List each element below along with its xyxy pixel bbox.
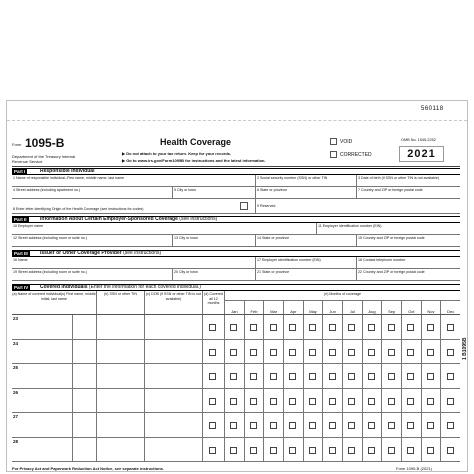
all-12-months-checkbox[interactable] <box>209 447 216 454</box>
month-checkbox-nov[interactable] <box>427 324 434 331</box>
column-divider <box>144 389 145 413</box>
month-checkbox-jul[interactable] <box>348 373 355 380</box>
month-checkbox-sep[interactable] <box>388 398 395 405</box>
column-divider <box>72 364 73 388</box>
part-1-title: Responsible Individual <box>40 168 95 174</box>
col-a-header: (a) Name of covered individual(s) First name, middle initial, last name <box>12 292 96 301</box>
column-divider <box>244 413 245 437</box>
column-divider <box>303 438 304 462</box>
form-word: Form <box>12 142 22 147</box>
month-checkbox-jan[interactable] <box>230 349 237 356</box>
month-checkbox-jun[interactable] <box>329 324 336 331</box>
side-form-code: 1 B1095B <box>462 337 468 360</box>
column-divider <box>381 315 382 339</box>
line-8-label: 8 Enter letter identifying Origin of the Health Coverage (see instructions for codes) <box>13 207 144 211</box>
corrected-label: CORRECTED <box>340 152 372 158</box>
column-divider <box>263 364 264 388</box>
column-divider <box>96 389 97 413</box>
month-checkbox-oct[interactable] <box>407 398 414 405</box>
month-header-nov: Nov <box>421 301 441 314</box>
month-checkbox-apr[interactable] <box>289 324 296 331</box>
month-checkbox-oct[interactable] <box>407 447 414 454</box>
month-checkbox-nov[interactable] <box>427 398 434 405</box>
month-checkbox-mar[interactable] <box>270 398 277 405</box>
column-divider <box>362 413 363 437</box>
column-divider <box>283 340 284 364</box>
month-checkbox-jun[interactable] <box>329 373 336 380</box>
column-divider <box>401 413 402 437</box>
month-checkbox-jun[interactable] <box>329 349 336 356</box>
column-divider <box>342 438 343 462</box>
month-checkbox-aug[interactable] <box>368 373 375 380</box>
month-checkbox-dec[interactable] <box>447 324 454 331</box>
field-15-country-zip[interactable]: 15 Country and ZIP or foreign postal code <box>356 235 460 246</box>
column-divider <box>96 315 97 339</box>
month-header-sep: Sep <box>381 301 401 314</box>
column-divider <box>72 340 73 364</box>
field-5-city[interactable]: 5 City or town <box>172 187 255 198</box>
column-divider <box>401 389 402 413</box>
month-checkbox-dec[interactable] <box>447 398 454 405</box>
line-8 <box>12 199 255 213</box>
month-checkbox-mar[interactable] <box>270 324 277 331</box>
field-17-ein[interactable]: 17 Employer identification number (EIN) <box>255 257 356 268</box>
col-e-header: (e) Months of coverage <box>224 291 460 301</box>
column-divider <box>224 364 225 388</box>
column-divider <box>283 389 284 413</box>
void-label: VOID <box>340 139 353 145</box>
part-1-row-3 <box>12 199 460 214</box>
month-header-dec: Dec <box>440 301 460 314</box>
column-divider <box>342 413 343 437</box>
column-divider <box>322 315 323 339</box>
column-divider <box>244 389 245 413</box>
column-divider <box>303 364 304 388</box>
form-number: 1095-B <box>25 136 65 150</box>
privacy-notice: For Privacy Act and Paperwork Reduction Act Notice, see separate instructions. <box>12 466 164 471</box>
column-divider <box>72 315 73 339</box>
instruction-note-2: ▶ Go to www.irs.gov/Form1095B for instructions and the latest information. <box>122 158 266 163</box>
row-number: 27 <box>13 414 19 419</box>
column-divider <box>283 438 284 462</box>
covered-individual-row <box>12 364 460 389</box>
column-divider <box>263 413 264 437</box>
all-12-months-checkbox[interactable] <box>209 373 216 380</box>
column-divider <box>303 315 304 339</box>
column-divider <box>202 413 203 437</box>
month-header-oct: Oct <box>401 301 421 314</box>
column-divider <box>72 389 73 413</box>
column-divider <box>263 315 264 339</box>
corrected-checkbox[interactable] <box>330 151 337 158</box>
column-divider <box>224 413 225 437</box>
month-checkbox-jul[interactable] <box>348 422 355 429</box>
column-divider <box>342 340 343 364</box>
column-divider <box>263 389 264 413</box>
month-checkbox-oct[interactable] <box>407 349 414 356</box>
month-checkbox-mar[interactable] <box>270 422 277 429</box>
month-checkbox-sep[interactable] <box>388 324 395 331</box>
row-number: 26 <box>13 389 19 395</box>
origin-code-box[interactable] <box>240 202 248 210</box>
header-divider <box>12 166 460 167</box>
month-checkbox-feb[interactable] <box>250 324 257 331</box>
row-number: 23 <box>13 316 19 321</box>
column-divider <box>401 315 402 339</box>
column-divider <box>322 340 323 364</box>
column-divider <box>342 315 343 339</box>
column-divider <box>322 413 323 437</box>
month-checkbox-aug[interactable] <box>368 324 375 331</box>
field-9-reserved: 9 Reserved <box>255 199 460 213</box>
field-19-street[interactable]: 19 Street address (including room or suite no.) <box>13 270 87 274</box>
month-checkbox-nov[interactable] <box>427 349 434 356</box>
month-checkbox-apr[interactable] <box>289 349 296 356</box>
month-checkbox-jan[interactable] <box>230 447 237 454</box>
month-checkbox-may[interactable] <box>309 422 316 429</box>
month-checkbox-jul[interactable] <box>348 398 355 405</box>
month-checkbox-oct[interactable] <box>407 373 414 380</box>
column-divider <box>244 315 245 339</box>
month-checkbox-jun[interactable] <box>329 447 336 454</box>
month-checkbox-feb[interactable] <box>250 398 257 405</box>
column-divider <box>401 438 402 462</box>
col-c-header: (c) DOB (if SSN or other TIN is not available) <box>144 291 202 314</box>
column-divider <box>244 438 245 462</box>
month-checkbox-may[interactable] <box>309 373 316 380</box>
part-3-title: Issuer or Other Coverage Provider (see instructions) <box>40 250 162 256</box>
field-22-country-zip[interactable]: 22 Country and ZIP or foreign postal code <box>356 269 460 280</box>
month-checkbox-sep[interactable] <box>388 373 395 380</box>
month-checkbox-dec[interactable] <box>447 447 454 454</box>
month-checkbox-nov[interactable] <box>427 447 434 454</box>
column-divider <box>144 315 145 339</box>
part-4-header <box>12 284 460 291</box>
column-divider <box>381 389 382 413</box>
month-checkbox-mar[interactable] <box>270 373 277 380</box>
column-divider <box>440 389 441 413</box>
part-3-row-2 <box>12 269 460 281</box>
covered-individual-row <box>12 389 460 414</box>
column-divider <box>72 438 73 462</box>
part-1-row-1 <box>12 175 460 187</box>
month-checkbox-jan[interactable] <box>230 422 237 429</box>
col-b-header: (b) SSN or other TIN <box>96 291 144 314</box>
column-divider <box>421 438 422 462</box>
part-1-row-2 <box>12 187 460 199</box>
row-number: 24 <box>13 340 19 346</box>
field-21-state[interactable]: 21 State or province <box>255 269 356 280</box>
field-1-name[interactable]: 1 Name of responsible individual–First name, middle name, last name <box>13 176 125 180</box>
column-divider <box>342 389 343 413</box>
field-2-ssn[interactable]: 2 Social security number (SSN) or other TIN <box>255 175 356 186</box>
column-divider <box>421 413 422 437</box>
all-12-months-checkbox[interactable] <box>209 349 216 356</box>
column-divider <box>362 438 363 462</box>
column-divider <box>283 413 284 437</box>
covered-individual-row <box>12 315 460 340</box>
month-header-apr: Apr <box>283 301 303 314</box>
month-checkbox-dec[interactable] <box>447 373 454 380</box>
month-checkbox-apr[interactable] <box>289 373 296 380</box>
form-header <box>12 136 460 170</box>
column-divider <box>144 340 145 364</box>
field-18-phone[interactable]: 18 Contact telephone number <box>356 257 460 268</box>
part-2-row-2 <box>12 235 460 247</box>
column-divider <box>202 389 203 413</box>
column-divider <box>96 413 97 437</box>
part-4-tag: Part IV <box>14 285 29 290</box>
column-divider <box>322 438 323 462</box>
month-checkbox-mar[interactable] <box>270 349 277 356</box>
field-12-street[interactable]: 12 Street address (including room or suite no.) <box>13 236 87 240</box>
column-divider <box>224 438 225 462</box>
month-checkbox-may[interactable] <box>309 447 316 454</box>
column-divider <box>202 364 203 388</box>
column-divider <box>72 413 73 437</box>
column-divider <box>96 438 97 462</box>
month-header-jul: Jul <box>342 301 362 314</box>
month-checkbox-may[interactable] <box>309 324 316 331</box>
column-divider <box>362 315 363 339</box>
column-divider <box>421 315 422 339</box>
month-checkbox-mar[interactable] <box>270 447 277 454</box>
month-checkbox-jul[interactable] <box>348 324 355 331</box>
column-divider <box>322 364 323 388</box>
row-number: 25 <box>13 365 19 370</box>
month-header-jun: Jun <box>322 301 342 314</box>
covered-individual-row <box>12 438 460 463</box>
column-divider <box>303 340 304 364</box>
column-divider <box>283 315 284 339</box>
column-divider <box>303 413 304 437</box>
field-14-state[interactable]: 14 State or province <box>255 235 356 246</box>
month-checkbox-oct[interactable] <box>407 422 414 429</box>
top-code: 560118 <box>421 106 444 112</box>
part-2-title: Information About Certain Employer-Sponsored Coverage (see instructions) <box>40 216 218 222</box>
month-checkbox-may[interactable] <box>309 398 316 405</box>
month-checkbox-apr[interactable] <box>289 447 296 454</box>
month-checkbox-aug[interactable] <box>368 398 375 405</box>
column-divider <box>144 413 145 437</box>
month-header-may: May <box>303 301 323 314</box>
month-checkbox-nov[interactable] <box>427 373 434 380</box>
column-divider <box>283 364 284 388</box>
field-4-street[interactable]: 4 Street address (including apartment no.) <box>13 188 81 192</box>
column-divider <box>96 364 97 388</box>
month-checkbox-jan[interactable] <box>230 324 237 331</box>
month-header-jan: Jan <box>224 301 244 314</box>
column-divider <box>224 340 225 364</box>
column-divider <box>421 340 422 364</box>
column-divider <box>440 438 441 462</box>
column-divider <box>381 438 382 462</box>
form-footer-id: Form 1095-B (2021) <box>396 466 433 471</box>
part-2-header <box>12 216 460 223</box>
month-checkbox-jun[interactable] <box>329 422 336 429</box>
column-divider <box>362 389 363 413</box>
month-header-aug: Aug <box>362 301 382 314</box>
column-divider <box>224 315 225 339</box>
column-divider <box>144 438 145 462</box>
field-11-employer-ein[interactable]: 11 Employer identification number (EIN) <box>316 223 460 234</box>
field-16-name[interactable]: 16 Name <box>13 258 28 262</box>
column-divider <box>303 389 304 413</box>
field-10-employer-name[interactable]: 10 Employer name <box>13 224 44 228</box>
month-checkbox-aug[interactable] <box>368 349 375 356</box>
column-divider <box>421 389 422 413</box>
column-divider <box>322 389 323 413</box>
month-checkbox-jan[interactable] <box>230 398 237 405</box>
column-divider <box>362 340 363 364</box>
column-divider <box>362 364 363 388</box>
field-13-city[interactable]: 13 City or town <box>172 235 255 246</box>
field-6-state[interactable]: 6 State or province <box>255 187 356 198</box>
part-3-row-1 <box>12 257 460 269</box>
tax-year: 2021 <box>399 146 444 162</box>
column-divider <box>440 413 441 437</box>
month-checkbox-dec[interactable] <box>447 349 454 356</box>
field-20-city[interactable]: 20 City or town <box>172 269 255 280</box>
column-divider <box>202 438 203 462</box>
month-checkbox-jul[interactable] <box>348 447 355 454</box>
column-divider <box>224 389 225 413</box>
part-4-title: Covered Individuals (Enter the information for each covered individual.) <box>40 284 201 290</box>
column-divider <box>401 364 402 388</box>
month-checkbox-jun[interactable] <box>329 398 336 405</box>
month-checkbox-nov[interactable] <box>427 422 434 429</box>
all-12-months-checkbox[interactable] <box>209 324 216 331</box>
column-divider <box>381 413 382 437</box>
column-divider <box>381 364 382 388</box>
month-checkbox-feb[interactable] <box>250 373 257 380</box>
omb-number: OMB No. 1545-2252 <box>401 138 436 142</box>
part-2-tag: Part II <box>14 217 27 222</box>
month-checkbox-apr[interactable] <box>289 422 296 429</box>
all-12-months-checkbox[interactable] <box>209 422 216 429</box>
perforation-line <box>7 120 467 121</box>
column-divider <box>421 364 422 388</box>
column-divider <box>401 340 402 364</box>
month-checkbox-sep[interactable] <box>388 447 395 454</box>
field-3-dob[interactable]: 3 Date of birth (if SSN or other TIN is not available) <box>356 175 460 186</box>
column-divider <box>440 340 441 364</box>
part-3-header <box>12 250 460 257</box>
part-1-header <box>12 168 460 175</box>
month-checkbox-oct[interactable] <box>407 324 414 331</box>
instruction-note-1: ▶ Do not attach to your tax return. Keep for your records. <box>122 151 232 156</box>
month-header-mar: Mar <box>263 301 283 314</box>
month-checkbox-feb[interactable] <box>250 349 257 356</box>
month-checkbox-jul[interactable] <box>348 349 355 356</box>
column-divider <box>263 438 264 462</box>
month-checkbox-feb[interactable] <box>250 422 257 429</box>
row-number: 28 <box>13 438 19 444</box>
void-checkbox[interactable] <box>330 138 337 145</box>
column-divider <box>96 340 97 364</box>
all-12-months-checkbox[interactable] <box>209 398 216 405</box>
month-checkbox-may[interactable] <box>309 349 316 356</box>
column-divider <box>342 364 343 388</box>
column-divider <box>202 315 203 339</box>
part-2-row-1 <box>12 223 460 235</box>
column-divider <box>381 340 382 364</box>
month-checkbox-jan[interactable] <box>230 373 237 380</box>
department-label: Department of the Treasury Internal Revenue Service <box>12 154 76 164</box>
month-checkbox-sep[interactable] <box>388 349 395 356</box>
column-divider <box>440 364 441 388</box>
month-checkbox-aug[interactable] <box>368 447 375 454</box>
month-checkbox-feb[interactable] <box>250 447 257 454</box>
month-header-feb: Feb <box>244 301 264 314</box>
column-divider <box>244 364 245 388</box>
form-title: Health Coverage <box>160 137 232 147</box>
month-checkbox-sep[interactable] <box>388 422 395 429</box>
field-7-country-zip[interactable]: 7 Country and ZIP or foreign postal code <box>356 187 460 198</box>
column-divider <box>440 315 441 339</box>
month-checkbox-aug[interactable] <box>368 422 375 429</box>
covered-individual-row <box>12 340 460 365</box>
part-3-tag: Part III <box>14 251 28 256</box>
column-divider <box>202 340 203 364</box>
covered-individuals-header <box>12 291 460 315</box>
column-divider <box>144 364 145 388</box>
col-d-header: (d) Covered all 12 months <box>202 291 224 314</box>
covered-individual-row <box>12 413 460 438</box>
part-1-tag: Part I <box>14 169 26 174</box>
column-divider <box>263 340 264 364</box>
month-checkbox-apr[interactable] <box>289 398 296 405</box>
month-checkbox-dec[interactable] <box>447 422 454 429</box>
column-divider <box>244 340 245 364</box>
